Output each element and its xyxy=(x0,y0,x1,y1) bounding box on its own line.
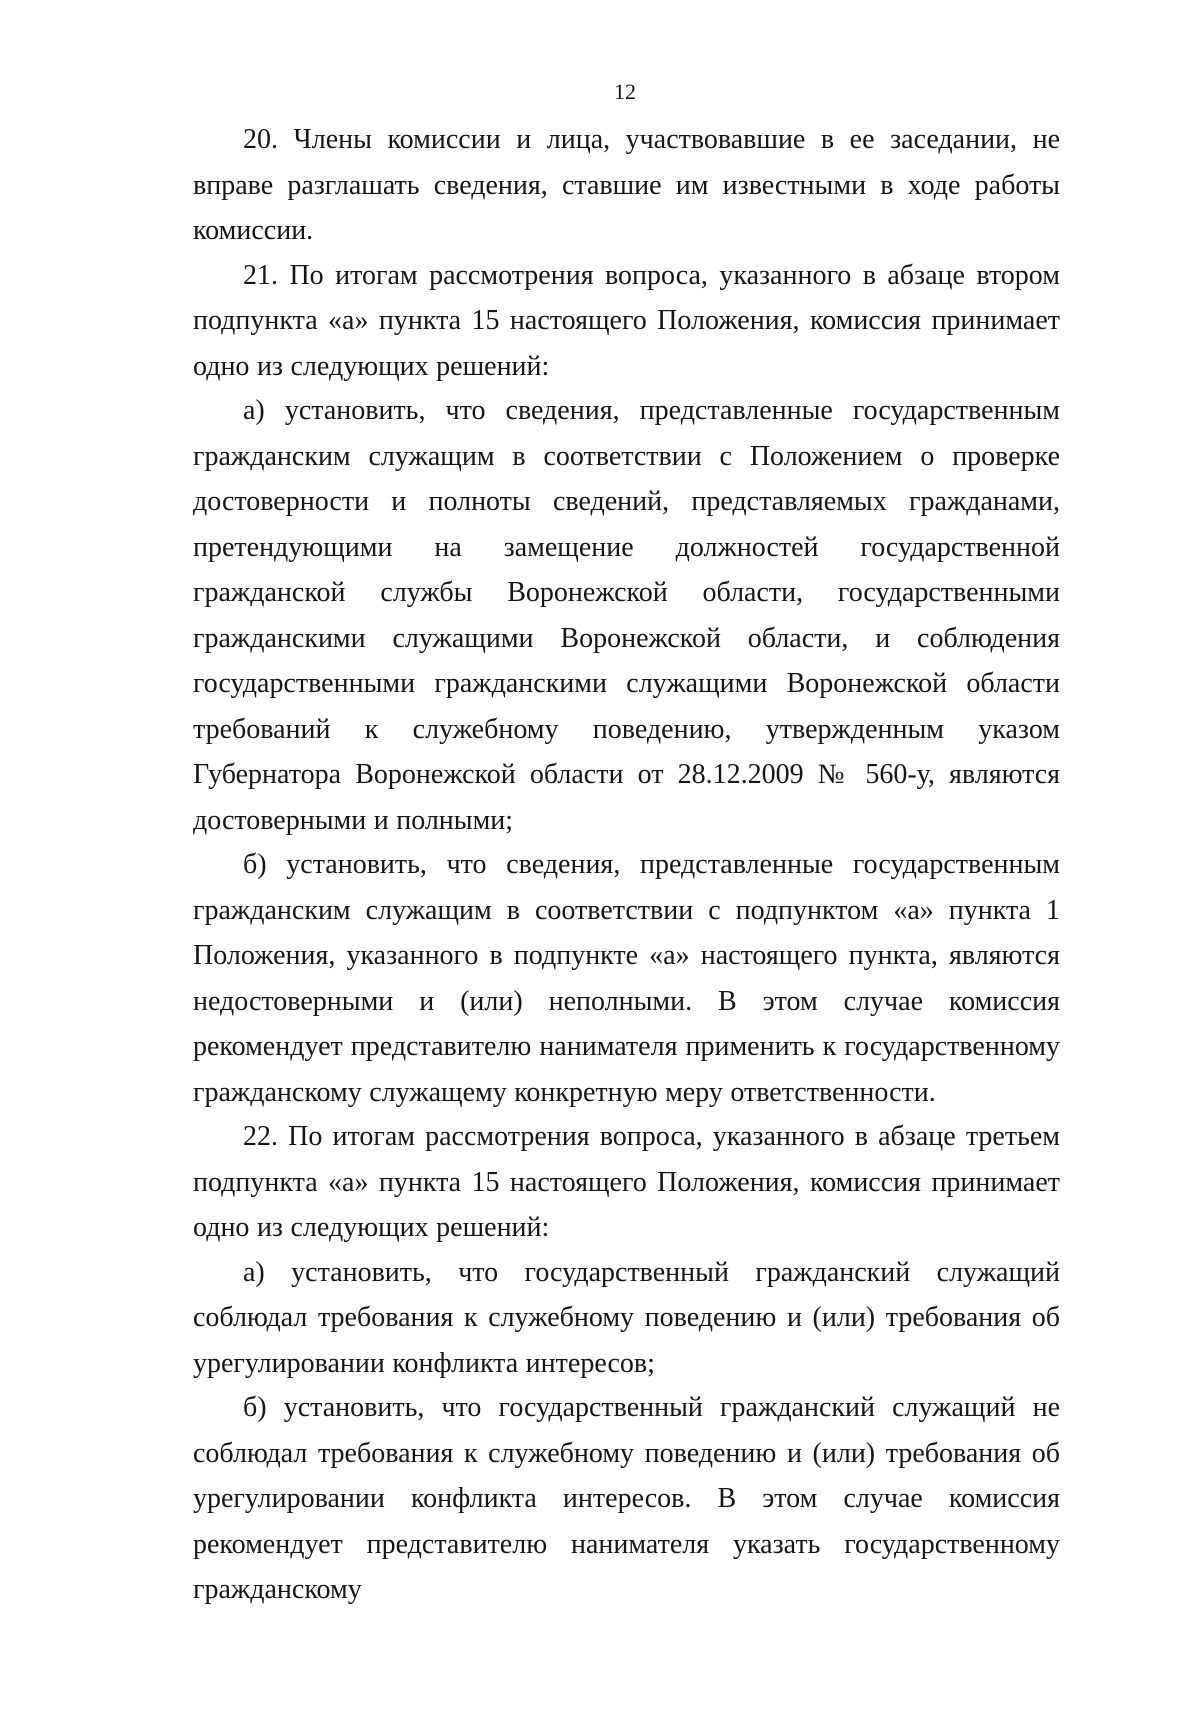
paragraph-line: а) установить, что государственный гражданский служащий соблюдал xyxy=(193,1256,1060,1333)
paragraph-line: утвержденным указом Губернатора Воронежской области от 28.12.2009 xyxy=(193,713,1061,790)
paragraph-line: претендующими на замещение должностей государственной гражданской xyxy=(193,531,1060,608)
paragraph-line: служащему конкретную меру ответственности. xyxy=(369,1076,936,1108)
paragraph-21 xyxy=(193,253,1060,390)
paragraph-line: б) установить, что сведения, представленные государственным xyxy=(243,849,1060,880)
paragraph-line: б) установить, что государственный гражданский служащий не xyxy=(243,1392,1060,1423)
paragraph-line: представителю нанимателя указать государственному гражданскому xyxy=(193,1528,1060,1605)
paragraph-line: а) установить, что сведения, представленные государственным xyxy=(243,395,1060,426)
document-body xyxy=(193,117,1060,1612)
paragraph-line: представителю нанимателя применить к государственному гражданскому xyxy=(193,1031,1061,1108)
paragraph-line: урегулировании конфликта интересов. В этом случае комиссия рекомендует xyxy=(193,1483,1060,1560)
paragraph-line: 22. По итогам рассмотрения вопроса, указанного в абзаце третьем xyxy=(243,1121,1060,1152)
paragraph-line: недостоверными и (или) неполными. В этом случае комиссия рекомендует xyxy=(193,985,1060,1062)
paragraph-line: требования к служебному поведению и (или) требования об урегулировании xyxy=(193,1302,1060,1379)
page-number: 12 xyxy=(614,79,636,104)
paragraph-line: Воронежской области, и соблюдения государственными гражданскими xyxy=(193,622,1061,699)
paragraph-line: № 560-у, являются достоверными и полными; xyxy=(193,759,1060,836)
paragraph-line: гражданским служащим в соответствии с подпунктом «а» пункта 1 xyxy=(193,894,1060,926)
paragraph-line: соблюдал требования к служебному поведению и (или) требования об xyxy=(193,1437,1060,1469)
paragraph-22-a xyxy=(193,1250,1060,1387)
paragraph-21-a xyxy=(193,388,1060,843)
paragraph-line: из следующих решений: xyxy=(256,1212,550,1243)
paragraph-line: достоверности и полноты сведений, представляемых гражданами, xyxy=(193,486,1060,517)
paragraph-line: из следующих решений: xyxy=(256,350,550,382)
paragraph-line: службы Воронежской области, государственными гражданскими служащими xyxy=(193,577,1061,654)
paragraph-line: гражданским служащим в соответствии с Положением о проверке xyxy=(193,440,1060,472)
paragraph-line: разглашать сведения, ставшие им известными в ходе работы комиссии. xyxy=(193,169,1060,246)
paragraph-22-b xyxy=(193,1385,1060,1613)
paragraph-line: 21. По итогам рассмотрения вопроса, указанного в абзаце втором xyxy=(243,259,1060,291)
paragraph-line: конфликта интересов; xyxy=(392,1347,655,1379)
paragraph-20 xyxy=(193,117,1060,254)
paragraph-line: подпункта «а» пункта 15 настоящего Положения, комиссия принимает одно xyxy=(193,305,1060,382)
paragraph-line: служащими Воронежской области требований к служебному поведению, xyxy=(193,668,1060,745)
paragraph-line: Положения, указанного в подпункте «а» настоящего пункта, являются xyxy=(193,940,1060,971)
paragraph-line: 20. Члены комиссии и лица, участвовавшие в ее заседании, не вправе xyxy=(193,124,1060,201)
paragraph-21-b xyxy=(193,842,1060,1115)
paragraph-22 xyxy=(193,1114,1060,1251)
paragraph-line: подпункта «а» пункта 15 настоящего Положения, комиссия принимает одно xyxy=(193,1166,1060,1243)
